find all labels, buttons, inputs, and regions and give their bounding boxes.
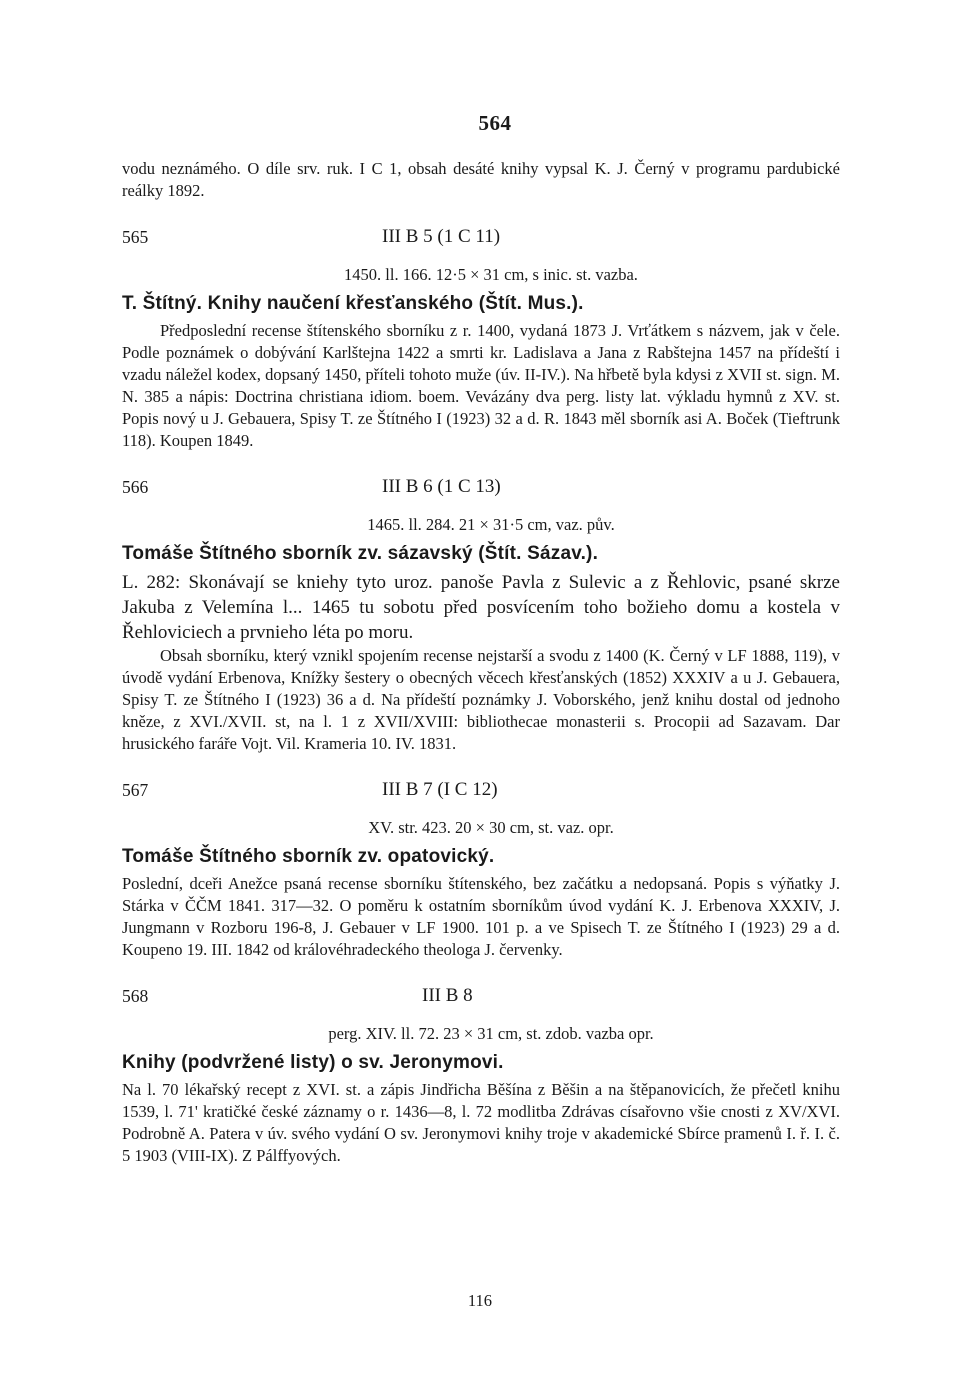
entry-physical-description: XV. str. 423. 20 × 30 cm, st. vaz. opr. (368, 818, 614, 837)
entry-signature: III B 6 (1 C 13) (382, 476, 501, 497)
entry-description: Poslední, dceři Anežce psaná recense sborníku štítenského, bez začátku a nedopsaná. Popis s výňatky J. Stárka v ČČM 1841. 317—32. O poměru k ostatním sborníkům úvod vydání K. J. Erbenova XXXIV, J. Jungmann v Rozboru 196-8, J. Gebauer v LF 1900. 101 p. a ve Spisech T. ze Štítného I (1923) 29 a d. Koupeno 19. III. 1842 od královéhradeckého theologa J. červenky. (122, 874, 840, 959)
entry-header (122, 476, 840, 502)
entry-signature: III B 5 (1 C 11) (382, 226, 501, 247)
entry-physical-description: 1465. ll. 284. 21 × 31·5 cm, vaz. pův. (367, 515, 615, 534)
catalog-entry-566 (122, 476, 840, 755)
entry-number: 567 (122, 780, 149, 800)
entry-description: Na l. 70 lékařský recept z XVI. st. a zápis Jindřicha Běšína z Běšin a na štěpanovicích, že přečetl knihu 1539, l. 71' kratičké české záznamy o r. 1436—8, l. 72 modlitba Zdrávas císařovno všie cnosti z XV/XVI. Podrobně A. Patera v úv. svého vydání O sv. Jeronymovi knihy troje v akademické Sbírce pramenů I. ř. I. č. 5 1903 (VIII-IX). Z Pálffyových. (122, 1080, 840, 1165)
page-content (122, 112, 840, 1167)
entry-number: 565 (122, 227, 149, 247)
entry-title: Tomáše Štítného sborník zv. sázavský (Štít. Sázav.). (122, 543, 599, 564)
entry-header (122, 226, 840, 252)
catalog-entry-567 (122, 779, 840, 961)
entry-header (122, 779, 840, 805)
catalog-entry-565 (122, 226, 840, 452)
entry-number: 566 (122, 477, 149, 497)
entry-physical-description: 1450. ll. 166. 12·5 × 31 cm, s inic. st. vazba. (344, 265, 638, 284)
entry-description: Obsah sborníku, který vznikl spojením recense nejstarší a svodu z 1400 (K. Černý v LF 1888, 119), v úvodě vydání Erbenova, Knížky šestery o obecných věcech křesťanských (1852) XXXIV a u J. Gebauera, Spisy T. ze Štítného I (1923) 36 a d. Na přídeští poznámky J. Voborského, jenž knihu dostal od jednoho kněze, z XVI./XVII. st, na l. 1 z XVII/XVIII: bibliothecae monasterii s. Procopii ad Sazavam. Dar hrusického faráře Vojt. Vil. Krameria 10. IV. 1831. (122, 646, 840, 753)
folio-number: 116 (467, 1291, 493, 1310)
entry-colophon-quote: L. 282: Skonávají se kniehy tyto uroz. panoše Pavla z Sulevic a z Řehlovic, psané skrze Jakuba z Velemína l... 1465 tu sobotu před posvícením toho božieho domu a kostela v Řehloviciech a prvnieho léta po moru. (122, 572, 840, 643)
entry-physical-description: perg. XIV. ll. 72. 23 × 31 cm, st. zdob. vazba opr. (328, 1024, 654, 1043)
entry-number: 568 (122, 986, 149, 1006)
catalog-entry-568 (122, 985, 840, 1167)
page-number: 564 (478, 111, 512, 135)
entry-description: Předposlední recense štítenského sborníku z r. 1400, vydaná 1873 J. Vrťátkem s názvem, jak v čele. Podle poznámek o dobývání Karlštejna 1422 a smrti kr. Ladislava a Jana z Rabštejna 1457 na přídeští i vzadu náležel kodex, dopsaný 1450, příteli tohoto muže (úv. II-IV.). Na hřbetě byla kdysi z XVII st. sign. M. N. 385 a nápis: Doctrina christiana idiom. boem. Vevázány dva perg. listy lat. výkladu hymnů z XV. st. Popis nový u J. Gebauera, Spisy T. ze Štítného I (1923) 32 a d. R. 1843 měl sborník asi A. Boček (Tieftrunk 118). Koupen 1849. (122, 321, 840, 450)
entry-signature: III B 7 (I C 12) (382, 779, 498, 800)
entry-header (122, 985, 840, 1011)
intro-paragraph: vodu neznámého. O díle srv. ruk. I C 1, obsah desáté knihy vypsal K. J. Černý v programu pardubické reálky 1892. (122, 159, 840, 200)
entry-title: Tomáše Štítného sborník zv. opatovický. (122, 846, 495, 867)
entry-title: T. Štítný. Knihy naučení křesťanského (Štít. Mus.). (122, 293, 584, 314)
entry-title: Knihy (podvržené listy) o sv. Jeronymovi. (122, 1052, 504, 1073)
entry-signature: III B 8 (422, 985, 473, 1006)
